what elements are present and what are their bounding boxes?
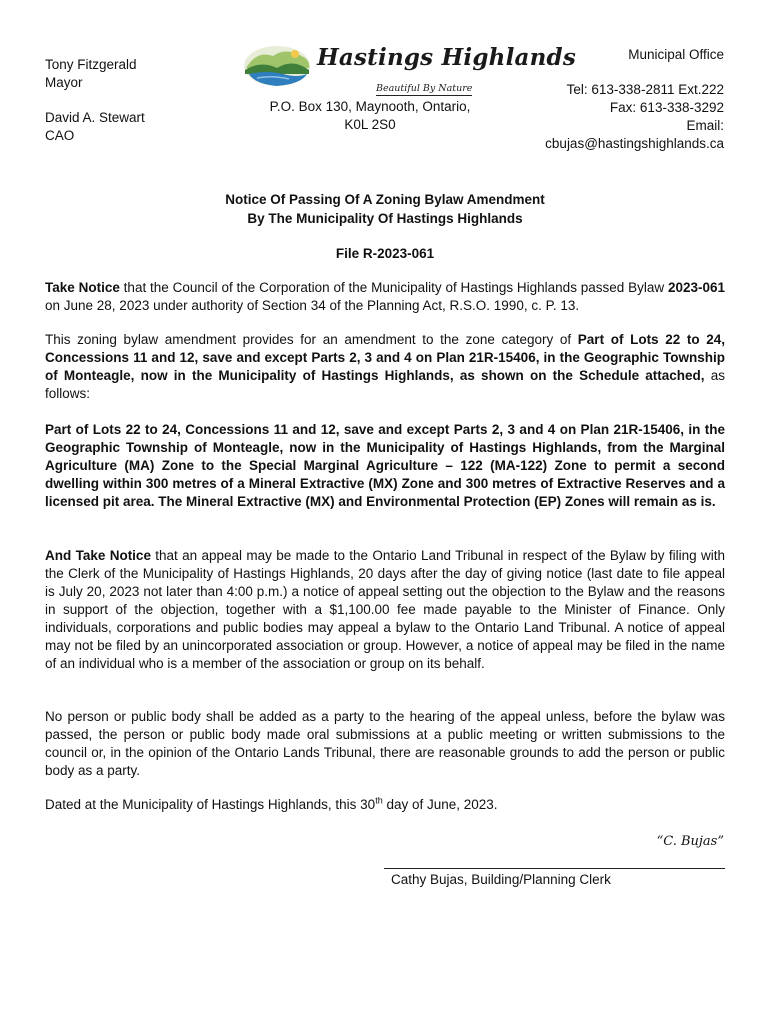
dated-line xyxy=(45,796,725,814)
municipality-logo xyxy=(243,42,576,98)
dated-superscript: th xyxy=(375,795,383,806)
p2-text-b: as follows: xyxy=(45,368,725,401)
p2-text-a: This zoning bylaw amendment provides for an amendment to the zone category of xyxy=(45,332,578,347)
contact-block xyxy=(545,46,724,153)
mayor-title: Mayor xyxy=(45,75,83,90)
title-line-1: Notice Of Passing Of A Zoning Bylaw Amendment xyxy=(225,192,545,207)
bylaw-number: 2023-061 xyxy=(667,280,726,295)
logo-tagline: Beautiful By Nature xyxy=(376,83,473,94)
signature-script: “C. Bujas” xyxy=(656,834,724,849)
title-line-2: By The Municipality Of Hastings Highlands xyxy=(247,211,523,226)
logo-wordmark: Hastings Highlands xyxy=(317,44,576,71)
telephone: Tel: 613-338-2811 Ext.222 xyxy=(566,82,724,97)
notice-title xyxy=(0,190,770,228)
p4-text: that an appeal may be made to the Ontario Land Tribunal in respect of the Bylaw by filing with the Clerk of the Municipality of Hastings Highlands, 20 days after the day of giving notice (last date to file appeal is July 20, 2023 not later than 4:00 p.m.) a notice of appeal setting out the objection to the Bylaw and the reasons in support of the objection, together with a $1,100.00 fee made payable to the Minister of Finance. Only individuals, corporations and public bodies may appeal a bylaw to the Ontario Land Tribunal. A notice of appeal may not be filed by an unincorporated association or group. However, a notice of appeal may be filed in the name of an individual who is a member of the association or group on its behalf. xyxy=(45,548,725,671)
address-line-2: K0L 2S0 xyxy=(344,117,396,132)
signature-line xyxy=(384,868,725,869)
file-number: File R-2023-061 xyxy=(335,246,435,261)
p1-text-b: on June 28, 2023 under authority of Section 34 of the Planning Act, R.S.O. 1990, c. P. 13. xyxy=(45,298,580,313)
paragraph-appeal xyxy=(45,547,725,673)
signatory-name: Cathy Bujas, Building/Planning Clerk xyxy=(391,872,611,887)
cao-title: CAO xyxy=(45,128,75,143)
email-label: Email: xyxy=(686,118,724,133)
dated-text-b: day of June, 2023. xyxy=(382,797,498,812)
p2-property: Part of Lots 22 to 24, Concessions 11 and 12, save and except Parts 2, 3 and 4 on Plan 21R-15406, in the Geographic Township of Monteagle, now in the Municipality of Hastings Highlands, as shown on the Schedule attached, xyxy=(45,332,726,383)
paragraph-zoning-details: Part of Lots 22 to 24, Concessions 11 and 12, save and except Parts 2, 3 and 4 on Plan 21R-15406, in the Geographic Township of Monteagle, now in the Municipality of Hastings Highlands, from the Marginal Agriculture (MA) Zone to the Special Marginal Agriculture – 122 (MA-122) Zone to permit a second dwelling within 300 metres of a Mineral Extractive (MX) Zone and 300 metres of Extractive Reserves and a licensed pit area. The Mineral Extractive (MX) and Environmental Protection (EP) Zones will remain as is. xyxy=(45,422,725,509)
dated-text-a: Dated at the Municipality of Hastings Highlands, this 30 xyxy=(45,797,376,812)
email-address[interactable]: cbujas@hastingshighlands.ca xyxy=(545,136,724,151)
paragraph-amendment xyxy=(45,331,725,403)
and-take-notice-lead: And Take Notice xyxy=(45,548,151,563)
address-line-1: P.O. Box 130, Maynooth, Ontario, xyxy=(269,99,471,114)
officials-block xyxy=(45,56,145,145)
landscape-logo-icon xyxy=(243,44,313,90)
postal-address xyxy=(230,98,510,134)
paragraph-take-notice xyxy=(45,279,725,315)
cao-name: David A. Stewart xyxy=(45,110,145,125)
office-label: Municipal Office xyxy=(628,47,724,62)
p1-text-a: that the Council of the Corporation of the Municipality of Hastings Highlands passed Bylaw xyxy=(119,280,668,295)
mayor-name: Tony Fitzgerald xyxy=(45,57,137,72)
paragraph-party-rules: No person or public body shall be added as a party to the hearing of the appeal unless, before the bylaw was passed, the person or public body made oral submissions at a public meeting or written submissions to the council or, in the opinion of the Ontario Lands Tribunal, there are reasonable grounds to add the person or public body as a party. xyxy=(45,709,725,778)
take-notice-lead: Take Notice xyxy=(45,280,120,295)
fax: Fax: 613-338-3292 xyxy=(609,100,724,115)
